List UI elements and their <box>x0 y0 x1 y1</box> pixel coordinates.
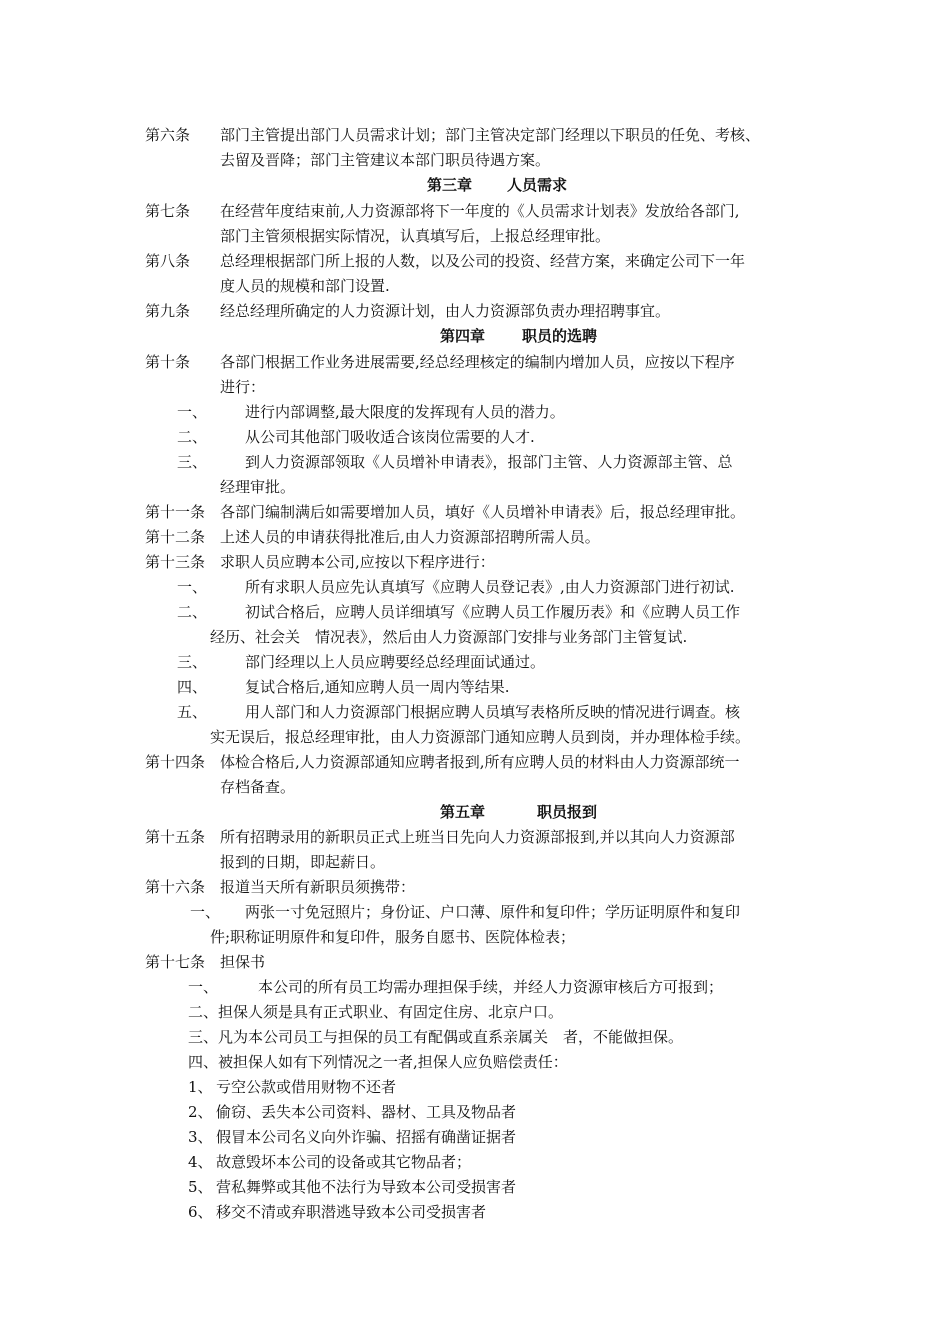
article-text: 所有招聘录用的新职员正式上班当日先向人力资源部报到,并以其向人力资源部 <box>220 828 735 846</box>
list-item-number: 三、 <box>177 653 208 671</box>
chapter-number: 第三章 <box>427 176 473 194</box>
article-label: 第十条 <box>145 353 191 371</box>
sub-item-text: 故意毁坏本公司的设备或其它物品者； <box>216 1153 472 1171</box>
list-item-number: 四、 <box>177 678 208 696</box>
article-text-continuation: 报到的日期，即起薪日。 <box>220 853 386 871</box>
article-label: 第七条 <box>145 202 191 220</box>
article-label: 第九条 <box>145 302 191 320</box>
list-item-continuation: 件;职称证明原件和复印件，服务自愿书、医院体检表； <box>210 928 576 946</box>
article-label: 第十五条 <box>145 828 206 846</box>
list-item-text: 到人力资源部领取《人员增补申请表》，报部门主管、人力资源部主管、总 <box>245 453 733 471</box>
sub-item-text: 移交不清或弃职潜逃导致本公司受损害者 <box>216 1203 487 1221</box>
article-text: 报道当天所有新职员须携带： <box>220 878 416 896</box>
chapter-title: 职员报到 <box>537 803 598 821</box>
list-item-text: 部门经理以上人员应聘要经总经理面试通过。 <box>245 653 546 671</box>
list-item-text: 二、担保人须是具有正式职业、有固定住房、北京户口。 <box>188 1003 564 1021</box>
article-label: 第十二条 <box>145 528 206 546</box>
sub-item-text: 偷窃、丢失本公司资料、器材、工具及物品者 <box>216 1103 517 1121</box>
list-item-text: 用人部门和人力资源部门根据应聘人员填写表格所反映的情况进行调查。核 <box>245 703 741 721</box>
list-item-number: 一、 <box>177 403 208 421</box>
list-item-text: 三、凡为本公司员工与担保的员工有配偶或直系亲属关 者，不能做担保。 <box>188 1028 684 1046</box>
list-item-text: 四、被担保人如有下列情况之一者,担保人应负赔偿责任： <box>188 1053 568 1071</box>
list-item-text: 两张一寸免冠照片；身份证、户口薄、原件和复印件；学历证明原件和复印 <box>245 903 741 921</box>
article-label: 第六条 <box>145 126 191 144</box>
sub-item-text: 假冒本公司名义向外诈骗、招摇有确凿证据者 <box>216 1128 517 1146</box>
article-text: 担保书 <box>220 953 266 971</box>
sub-item-number: 4、 <box>188 1153 213 1171</box>
list-item-number: 三、 <box>177 453 208 471</box>
article-text-continuation: 去留及晋降；部门主管建议本部门职员待遇方案。 <box>220 151 551 169</box>
list-item-text: 所有求职人员应先认真填写《应聘人员登记表》,由人力资源部门进行初试. <box>245 578 735 596</box>
list-item-number: 一、 <box>190 903 221 921</box>
article-text-continuation: 部门主管须根据实际情况，认真填写后，上报总经理审批。 <box>220 227 611 245</box>
sub-item-number: 3、 <box>188 1128 213 1146</box>
list-item-continuation: 经理审批。 <box>220 478 296 496</box>
list-item-number: 二、 <box>177 428 208 446</box>
list-item-continuation: 实无误后，报总经理审批，由人力资源部门通知应聘人员到岗，并办理体检手续。 <box>210 728 751 746</box>
article-text-continuation: 进行： <box>220 378 266 396</box>
sub-item-number: 5、 <box>188 1178 213 1196</box>
list-item-text: 初试合格后，应聘人员详细填写《应聘人员工作履历表》和《应聘人员工作 <box>245 603 741 621</box>
article-text: 部门主管提出部门人员需求计划；部门主管决定部门经理以下职员的任免、考核、 <box>220 126 761 144</box>
chapter-title: 人员需求 <box>507 176 568 194</box>
article-label: 第十七条 <box>145 953 206 971</box>
article-text: 求职人员应聘本公司,应按以下程序进行： <box>220 553 495 571</box>
sub-item-text: 营私舞弊或其他不法行为导致本公司受损害者 <box>216 1178 517 1196</box>
article-text: 总经理根据部门所上报的人数，以及公司的投资、经营方案，来确定公司下一年 <box>220 252 746 270</box>
sub-item-text: 亏空公款或借用财物不还者 <box>216 1078 397 1096</box>
article-text: 上述人员的申请获得批准后,由人力资源部招聘所需人员。 <box>220 528 600 546</box>
article-text-continuation: 存档备查。 <box>220 778 296 796</box>
article-text: 经总经理所确定的人力资源计划，由人力资源部负责办理招聘事宜。 <box>220 302 671 320</box>
article-label: 第十三条 <box>145 553 206 571</box>
article-text: 各部门根据工作业务进展需要,经总经理核定的编制内增加人员，应按以下程序 <box>220 353 735 371</box>
list-item-text: 复试合格后,通知应聘人员一周内等结果. <box>245 678 510 696</box>
list-item-number: 一、 <box>188 978 219 996</box>
article-label: 第十一条 <box>145 503 206 521</box>
list-item-text: 从公司其他部门吸收适合该岗位需要的人才. <box>245 428 535 446</box>
list-item-number: 二、 <box>177 603 208 621</box>
article-label: 第八条 <box>145 252 191 270</box>
sub-item-number: 2、 <box>188 1103 213 1121</box>
list-item-number: 五、 <box>177 703 208 721</box>
article-label: 第十六条 <box>145 878 206 896</box>
list-item-continuation: 经历、社会关 情况表》，然后由人力资源部门安排与业务部门主管复试. <box>210 628 688 646</box>
chapter-number: 第五章 <box>440 803 486 821</box>
article-label: 第十四条 <box>145 753 206 771</box>
list-item-number: 一、 <box>177 578 208 596</box>
sub-item-number: 6、 <box>188 1203 213 1221</box>
list-item-text: 进行内部调整,最大限度的发挥现有人员的潜力。 <box>245 403 565 421</box>
article-text-continuation: 度人员的规模和部门设置. <box>220 277 390 295</box>
chapter-number: 第四章 <box>440 327 486 345</box>
sub-item-number: 1、 <box>188 1078 213 1096</box>
article-text: 各部门编制满后如需要增加人员，填好《人员增补申请表》后，报总经理审批。 <box>220 503 746 521</box>
article-text: 在经营年度结束前,人力资源部将下一年度的《人员需求计划表》发放给各部门, <box>220 202 740 220</box>
chapter-title: 职员的选聘 <box>522 327 598 345</box>
list-item-text: 本公司的所有员工均需办理担保手续，并经人力资源审核后方可报到； <box>258 978 724 996</box>
article-text: 体检合格后,人力资源部通知应聘者报到,所有应聘人员的材料由人力资源部统一 <box>220 753 740 771</box>
